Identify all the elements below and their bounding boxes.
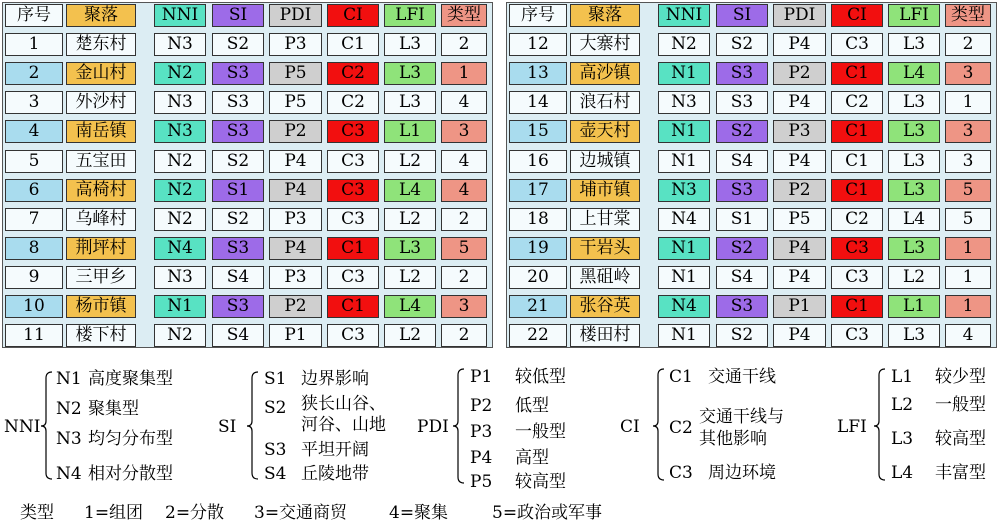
legend-ci-title: CI	[620, 417, 640, 437]
cell-no: 8	[5, 237, 63, 260]
cell-ci: C1	[327, 237, 379, 260]
cell-no: 17	[509, 179, 567, 202]
cell-si: S4	[716, 266, 768, 289]
cell-pdi: P1	[773, 295, 826, 318]
legend-si-text: 丘陵地带	[301, 464, 369, 484]
cell-lfi: L2	[384, 150, 436, 173]
cell-type: 5	[945, 179, 991, 202]
legend-ci-code: C3	[669, 463, 693, 483]
legend-pdi-code: P4	[470, 448, 493, 468]
cell-nni: N3	[154, 91, 206, 114]
cell-type: 2	[441, 266, 487, 289]
cell-si: S3	[212, 295, 264, 318]
cell-si: S1	[716, 208, 768, 231]
cell-type: 2	[441, 208, 487, 231]
cell-ci: C3	[327, 120, 379, 143]
cell-ci: C1	[831, 295, 883, 318]
cell-type: 1	[441, 62, 487, 85]
cell-lfi: L2	[384, 266, 436, 289]
cell-name: 干岩头	[570, 237, 640, 260]
cell-si: S3	[716, 179, 768, 202]
cell-name: 黑砠岭	[570, 266, 640, 289]
cell-si: S2	[716, 237, 768, 260]
legend-nni-code: N2	[56, 399, 82, 419]
cell-type: 3	[945, 150, 991, 173]
cell-no: 14	[509, 91, 567, 114]
cell-no: 19	[509, 237, 567, 260]
cell-name: 南岳镇	[66, 120, 136, 143]
legend-pdi-text: 较高型	[515, 472, 566, 492]
legend-si-text: 河谷、山地	[301, 415, 386, 435]
cell-type: 2	[441, 33, 487, 56]
header-pdi: PDI	[773, 4, 826, 27]
cell-nni: N3	[154, 33, 206, 56]
cell-no: 2	[5, 62, 63, 85]
cell-no: 6	[5, 179, 63, 202]
cell-ci: C1	[831, 120, 883, 143]
legend-si-title: SI	[218, 417, 237, 437]
header-settlement: 聚落	[570, 4, 640, 27]
cell-lfi: L4	[384, 179, 436, 202]
cell-si: S3	[212, 120, 264, 143]
cell-ci: C1	[831, 62, 883, 85]
cell-type: 5	[945, 208, 991, 231]
cell-pdi: P4	[269, 237, 322, 260]
cell-nni: N2	[154, 62, 206, 85]
cell-no: 16	[509, 150, 567, 173]
legend-nni-code: N4	[56, 464, 82, 484]
cell-si: S4	[716, 150, 768, 173]
header-no: 序号	[5, 4, 63, 27]
cell-type: 5	[441, 237, 487, 260]
cell-si: S3	[716, 295, 768, 318]
legend-ci-code: C1	[669, 367, 693, 387]
cell-pdi: P5	[269, 62, 322, 85]
cell-ci: C1	[831, 150, 883, 173]
cell-pdi: P4	[269, 150, 322, 173]
cell-si: S2	[716, 33, 768, 56]
cell-pdi: P3	[269, 33, 322, 56]
header-ci: CI	[327, 4, 379, 27]
cell-no: 11	[5, 324, 63, 347]
cell-lfi: L3	[888, 237, 940, 260]
legend-ci-text: 周边环境	[708, 463, 776, 483]
cell-name: 边城镇	[570, 150, 640, 173]
cell-name: 三甲乡	[66, 266, 136, 289]
cell-si: S3	[212, 91, 264, 114]
cell-nni: N2	[154, 324, 206, 347]
legend-pdi-title: PDI	[417, 417, 449, 437]
cell-nni: N3	[154, 120, 206, 143]
cell-type: 1	[945, 266, 991, 289]
type-legend-item: 5=政治或军事	[492, 503, 603, 523]
header-nni: NNI	[658, 4, 710, 27]
legend-lfi-text: 较高型	[935, 429, 986, 449]
cell-pdi: P1	[269, 324, 322, 347]
cell-si: S3	[716, 91, 768, 114]
cell-ci: C3	[327, 179, 379, 202]
cell-type: 3	[441, 295, 487, 318]
cell-si: S4	[212, 324, 264, 347]
cell-type: 2	[441, 324, 487, 347]
legend-si-code: S1	[264, 369, 287, 389]
cell-nni: N2	[154, 150, 206, 173]
cell-name: 上甘棠	[570, 208, 640, 231]
cell-name: 五宝田	[66, 150, 136, 173]
header-nni: NNI	[154, 4, 206, 27]
header-type: 类型	[441, 4, 487, 27]
cell-name: 乌峰村	[66, 208, 136, 231]
brace-icon	[652, 367, 666, 482]
cell-pdi: P5	[773, 208, 826, 231]
brace-icon	[873, 367, 887, 482]
cell-name: 高沙镇	[570, 62, 640, 85]
cell-nni: N1	[154, 295, 206, 318]
cell-nni: N2	[658, 33, 710, 56]
legend-nni-text: 相对分散型	[88, 464, 173, 484]
header-si: SI	[212, 4, 264, 27]
cell-name: 楼下村	[66, 324, 136, 347]
cell-nni: N1	[658, 266, 710, 289]
cell-lfi: L4	[384, 295, 436, 318]
cell-lfi: L3	[384, 62, 436, 85]
legend-lfi-text: 较少型	[935, 367, 986, 387]
cell-no: 1	[5, 33, 63, 56]
cell-name: 高椅村	[66, 179, 136, 202]
cell-pdi: P4	[773, 91, 826, 114]
header-lfi: LFI	[888, 4, 940, 27]
legend-lfi-code: L2	[891, 395, 914, 415]
header-lfi: LFI	[384, 4, 436, 27]
cell-lfi: L3	[888, 179, 940, 202]
cell-pdi: P2	[773, 179, 826, 202]
cell-no: 4	[5, 120, 63, 143]
cell-pdi: P4	[773, 150, 826, 173]
legend-nni-text: 聚集型	[88, 399, 139, 419]
cell-type: 3	[441, 120, 487, 143]
cell-name: 金山村	[66, 62, 136, 85]
cell-ci: C2	[327, 91, 379, 114]
cell-type: 4	[945, 324, 991, 347]
cell-ci: C1	[831, 179, 883, 202]
cell-lfi: L3	[888, 120, 940, 143]
legend-si-text: 狭长山谷、	[301, 394, 386, 414]
cell-ci: C2	[831, 208, 883, 231]
cell-si: S2	[212, 150, 264, 173]
cell-type: 4	[441, 150, 487, 173]
cell-nni: N1	[658, 120, 710, 143]
legend-nni-code: N1	[56, 369, 82, 389]
brace-icon	[246, 370, 260, 481]
cell-name: 张谷英	[570, 295, 640, 318]
cell-lfi: L3	[384, 237, 436, 260]
legend-si-code: S3	[264, 440, 287, 460]
cell-nni: N3	[658, 179, 710, 202]
cell-nni: N1	[658, 237, 710, 260]
cell-lfi: L3	[384, 33, 436, 56]
cell-pdi: P3	[269, 208, 322, 231]
cell-name: 浪石村	[570, 91, 640, 114]
cell-lfi: L1	[888, 295, 940, 318]
cell-type: 3	[945, 120, 991, 143]
cell-pdi: P4	[773, 266, 826, 289]
cell-no: 5	[5, 150, 63, 173]
header-pdi: PDI	[269, 4, 322, 27]
cell-no: 9	[5, 266, 63, 289]
legend-nni-title: NNI	[4, 417, 41, 437]
cell-lfi: L4	[888, 62, 940, 85]
type-legend-item: 4=聚集	[389, 503, 449, 523]
cell-si: S2	[716, 120, 768, 143]
cell-no: 18	[509, 208, 567, 231]
cell-lfi: L2	[888, 266, 940, 289]
cell-type: 4	[441, 91, 487, 114]
cell-name: 壶天村	[570, 120, 640, 143]
cell-type: 1	[945, 237, 991, 260]
legend-nni-code: N3	[56, 429, 82, 449]
cell-pdi: P3	[269, 266, 322, 289]
legend-ci-text: 其他影响	[699, 429, 767, 449]
header-type: 类型	[945, 4, 991, 27]
cell-no: 12	[509, 33, 567, 56]
cell-name: 外沙村	[66, 91, 136, 114]
cell-ci: C1	[327, 295, 379, 318]
cell-name: 楚东村	[66, 33, 136, 56]
cell-no: 10	[5, 295, 63, 318]
cell-no: 15	[509, 120, 567, 143]
cell-pdi: P5	[269, 91, 322, 114]
cell-nni: N3	[658, 91, 710, 114]
cell-ci: C3	[831, 324, 883, 347]
cell-lfi: L2	[384, 324, 436, 347]
cell-type: 4	[441, 179, 487, 202]
cell-si: S2	[212, 33, 264, 56]
cell-no: 13	[509, 62, 567, 85]
cell-nni: N2	[154, 179, 206, 202]
cell-nni: N1	[658, 150, 710, 173]
cell-pdi: P2	[773, 62, 826, 85]
legend-pdi-text: 较低型	[515, 367, 566, 387]
cell-si: S2	[212, 208, 264, 231]
cell-type: 2	[945, 33, 991, 56]
legend-nni-text: 均匀分布型	[88, 429, 173, 449]
cell-no: 7	[5, 208, 63, 231]
cell-no: 20	[509, 266, 567, 289]
legend-pdi-code: P5	[470, 472, 493, 492]
brace-icon	[452, 367, 466, 485]
cell-lfi: L3	[888, 33, 940, 56]
cell-si: S3	[212, 62, 264, 85]
legend-lfi-code: L1	[891, 367, 914, 387]
cell-ci: C2	[831, 91, 883, 114]
cell-ci: C3	[327, 208, 379, 231]
header-ci: CI	[831, 4, 883, 27]
cell-nni: N1	[658, 324, 710, 347]
cell-pdi: P4	[773, 237, 826, 260]
cell-pdi: P4	[773, 324, 826, 347]
cell-si: S1	[212, 179, 264, 202]
cell-nni: N3	[154, 266, 206, 289]
legend-si-code: S2	[264, 398, 287, 418]
legend-pdi-text: 一般型	[515, 422, 566, 442]
legend-pdi-code: P1	[470, 367, 493, 387]
cell-ci: C3	[831, 266, 883, 289]
cell-lfi: L3	[384, 91, 436, 114]
cell-nni: N1	[658, 62, 710, 85]
cell-no: 22	[509, 324, 567, 347]
cell-nni: N4	[154, 237, 206, 260]
legend-lfi-title: LFI	[837, 417, 867, 437]
legend-lfi-text: 丰富型	[935, 463, 986, 483]
cell-type: 1	[945, 295, 991, 318]
legend-lfi-code: L3	[891, 429, 914, 449]
cell-ci: C3	[327, 324, 379, 347]
cell-ci: C1	[327, 33, 379, 56]
cell-si: S2	[716, 324, 768, 347]
cell-pdi: P3	[773, 120, 826, 143]
cell-si: S3	[716, 62, 768, 85]
header-no: 序号	[509, 4, 567, 27]
cell-nni: N4	[658, 295, 710, 318]
legend-pdi-code: P2	[470, 396, 493, 416]
type-legend-item: 2=分散	[165, 503, 225, 523]
cell-pdi: P4	[269, 179, 322, 202]
legend-pdi-text: 高型	[515, 448, 549, 468]
cell-lfi: L3	[888, 324, 940, 347]
legend-lfi-text: 一般型	[935, 395, 986, 415]
cell-lfi: L2	[384, 208, 436, 231]
cell-pdi: P2	[269, 120, 322, 143]
cell-lfi: L4	[888, 208, 940, 231]
legend-nni-text: 高度聚集型	[88, 369, 173, 389]
legend-ci-code: C2	[669, 418, 693, 438]
type-legend-item: 1=组团	[84, 503, 144, 523]
cell-lfi: L1	[384, 120, 436, 143]
legend-si-text: 平坦开阔	[301, 440, 369, 460]
legend-si-text: 边界影响	[301, 369, 369, 389]
cell-type: 3	[945, 62, 991, 85]
cell-nni: N4	[658, 208, 710, 231]
cell-si: S3	[212, 237, 264, 260]
type-legend-title: 类型	[20, 503, 54, 523]
cell-lfi: L3	[888, 91, 940, 114]
legend-ci-text: 交通干线与	[699, 407, 784, 427]
cell-pdi: P2	[269, 295, 322, 318]
header-si: SI	[716, 4, 768, 27]
brace-icon	[40, 370, 54, 481]
cell-no: 21	[509, 295, 567, 318]
cell-pdi: P4	[773, 33, 826, 56]
cell-ci: C2	[327, 62, 379, 85]
cell-ci: C3	[831, 33, 883, 56]
cell-lfi: L3	[888, 150, 940, 173]
cell-type: 1	[945, 91, 991, 114]
legend-pdi-text: 低型	[515, 396, 549, 416]
header-settlement: 聚落	[66, 4, 136, 27]
cell-si: S4	[212, 266, 264, 289]
cell-nni: N2	[154, 208, 206, 231]
cell-name: 荆坪村	[66, 237, 136, 260]
cell-name: 大寨村	[570, 33, 640, 56]
cell-name: 楼田村	[570, 324, 640, 347]
cell-ci: C3	[831, 237, 883, 260]
legend-lfi-code: L4	[891, 463, 914, 483]
legend-pdi-code: P3	[470, 422, 493, 442]
legend-si-code: S4	[264, 464, 287, 484]
legend-ci-text: 交通干线	[708, 367, 776, 387]
cell-name: 埔市镇	[570, 179, 640, 202]
type-legend-item: 3=交通商贸	[254, 503, 348, 523]
cell-name: 杨市镇	[66, 295, 136, 318]
cell-ci: C3	[327, 150, 379, 173]
cell-no: 3	[5, 91, 63, 114]
cell-ci: C3	[327, 266, 379, 289]
